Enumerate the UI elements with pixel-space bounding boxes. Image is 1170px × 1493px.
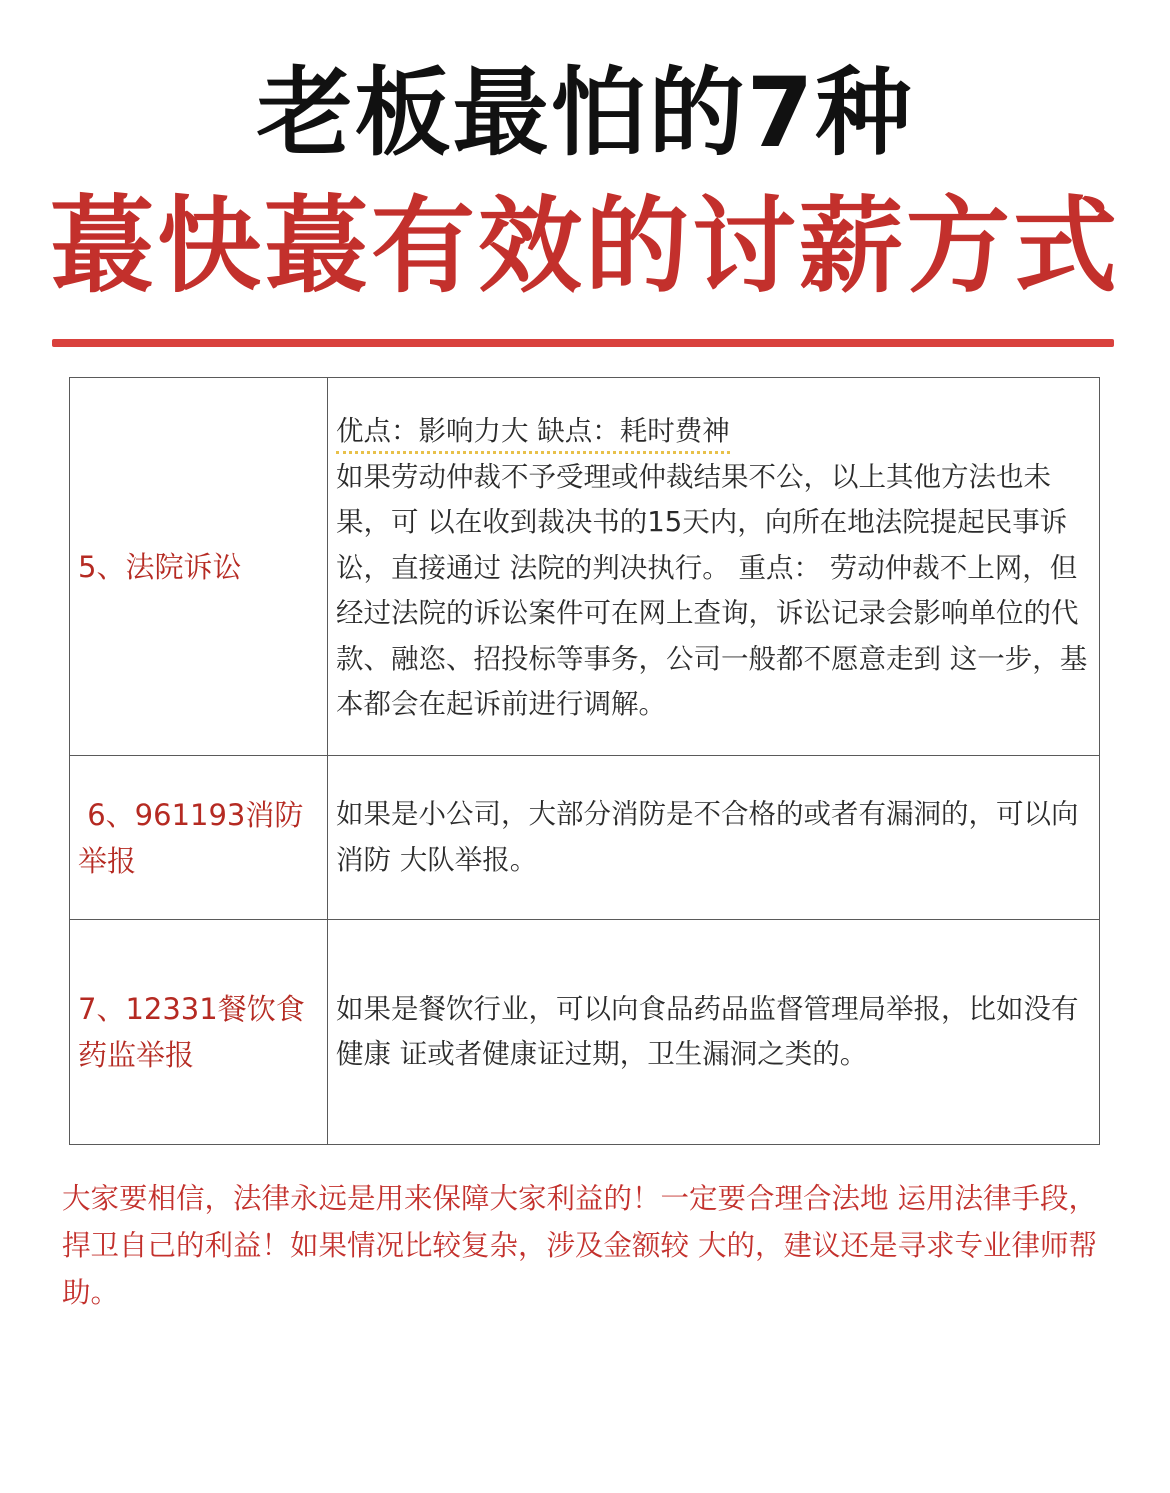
method-description: 如果劳动仲裁不予受理或仲裁结果不公，以上其他方法也未果，可 以在收到裁决书的15天内，向所在地法院提起民事诉讼，直接通过 法院的判决执行。 重点： 劳动仲裁不上网，但经过法院的诉讼案件可在网上查询，诉讼记录会影响单位的代款、融恣、招投标等事务，公司一般都不愿意走到 这一步，基本都会在起诉前进行调解。 [336,460,1088,721]
pros-cons-note: 优点：影响力大 缺点：耗时费神 [336,411,730,454]
title-divider [52,339,1114,347]
method-name: 6、961193消防举报 [70,756,328,920]
method-description: 如果是餐饮行业，可以向食品药品监督管理局举报，比如没有健康 证或者健康证过期，卫生漏洞之类的。 [328,920,1100,1145]
page-subtitle: 蕞快蕞有效的讨薪方式 [49,185,1120,307]
table-row [70,378,1100,756]
methods-table [69,377,1100,1145]
method-name: 7、12331餐饮食药监举报 [70,920,328,1145]
method-description-cell [328,378,1100,756]
page-title: 老板最怕的7种 [256,57,914,169]
method-name: 5、法院诉讼 [70,378,328,756]
method-description: 如果是小公司，大部分消防是不合格的或者有漏洞的，可以向消防 大队举报。 [328,756,1100,920]
table-row [70,920,1100,1145]
footer-note: 大家要相信，法律永远是用来保障大家利益的！一定要合理合法地 运用法律手段，捍卫自己的利益！如果情况比较复杂，涉及金额较 大的，建议还是寻求专业律师帮助。 [62,1182,1098,1309]
table-row [70,756,1100,920]
